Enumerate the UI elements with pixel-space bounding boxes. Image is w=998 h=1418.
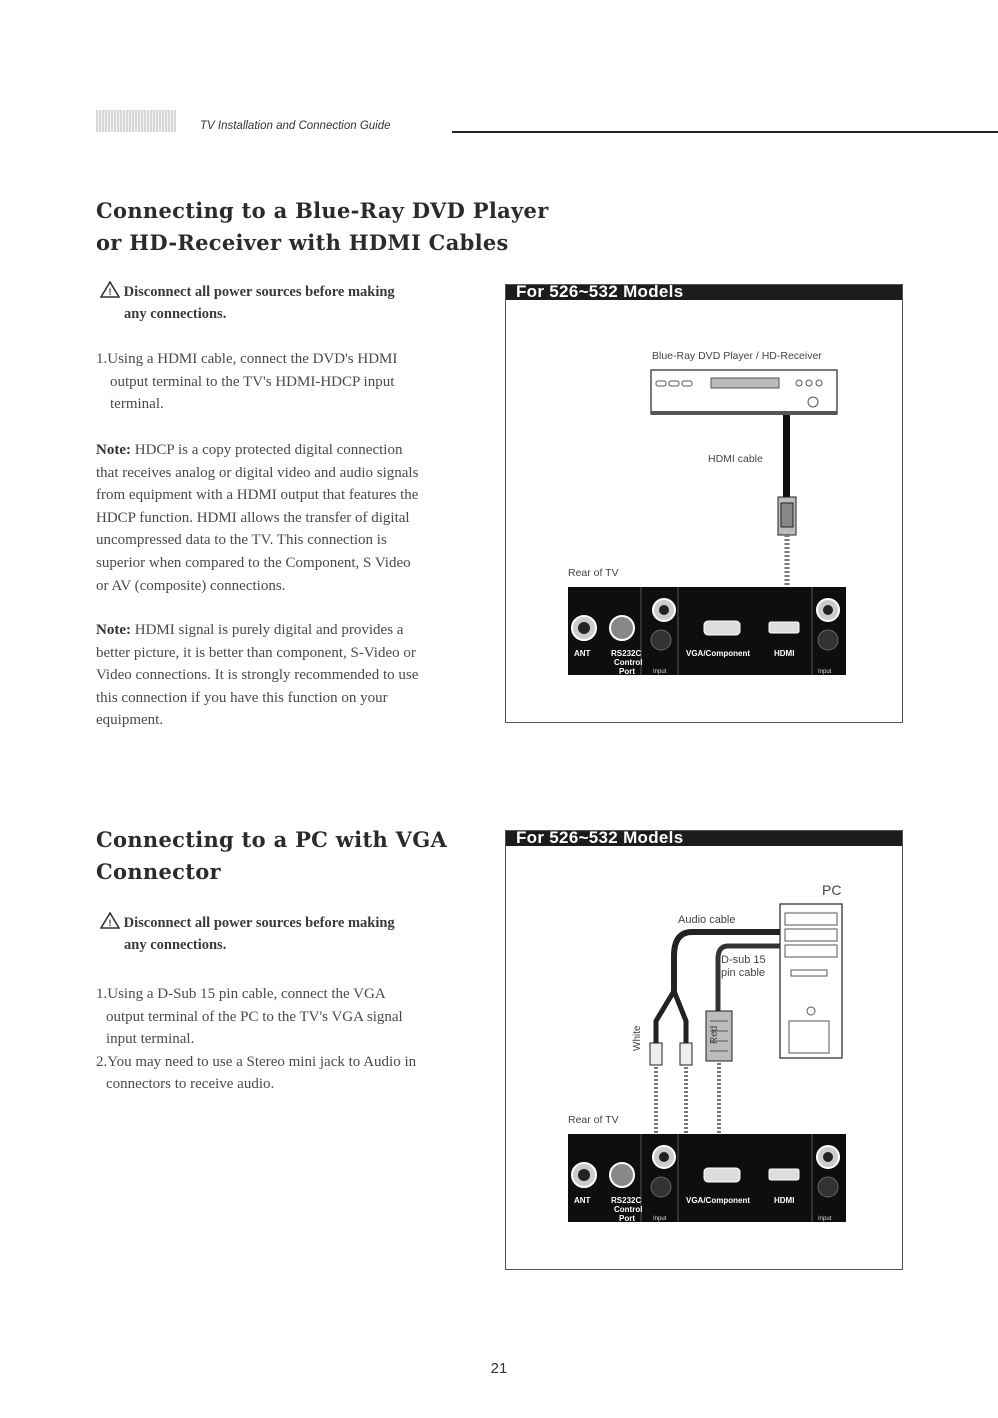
header-rule <box>452 131 998 133</box>
port-input-label: Input <box>653 1216 667 1222</box>
section1-note2 <box>96 619 506 732</box>
header-guide-title: TV Installation and Connection Guide <box>200 120 391 132</box>
port-input-label: Input <box>653 669 667 675</box>
note1-line: HDCP is a copy protected digital connection <box>130 442 403 458</box>
section1-title-line1: Connecting to a Blue-Ray DVD Player <box>96 198 549 223</box>
section1-title-line2: or HD-Receiver with HDMI Cables <box>96 230 509 255</box>
section2-warning <box>100 912 395 956</box>
device-label: Blue-Ray DVD Player / HD-Receiver <box>652 350 822 362</box>
port-vga-label: VGA/Component <box>686 649 750 658</box>
hdmi-plug-icon <box>778 497 796 535</box>
section1-note1 <box>96 439 506 597</box>
note2-line: this connection if you have this function on your <box>96 689 388 706</box>
port-hdmi-label: HDMI <box>774 649 795 658</box>
port-rs232-label: RS232C <box>611 649 642 658</box>
warning-line2: any connections. <box>124 306 227 322</box>
step1-line: output terminal of the PC to the TV's VGA signal <box>106 1008 403 1025</box>
vga-connection-diagram <box>506 831 902 1269</box>
svg-text:!: ! <box>108 918 112 928</box>
step2-line: connectors to receive audio. <box>106 1076 275 1093</box>
step1-line: 1.Using a HDMI cable, connect the DVD's HDMI <box>96 351 398 367</box>
note1-line: HDCP function. HDMI allows the transfer of digital <box>96 509 410 526</box>
audio-cable-label: Audio cable <box>678 914 736 926</box>
audio-cable-white <box>656 991 674 1051</box>
step1-line: 1.Using a D-Sub 15 pin cable, connect the VGA <box>96 986 386 1002</box>
vga-port-icon <box>704 621 740 635</box>
svg-text:!: ! <box>108 287 112 297</box>
warning-line2: any connections. <box>124 937 227 953</box>
tv-rear-panel <box>568 1134 846 1223</box>
port-port-label: Port <box>619 667 635 676</box>
note1-line: superior when compared to the Component, S Video <box>96 554 411 571</box>
port-control-label: Control <box>614 1205 643 1214</box>
warning-icon <box>100 281 120 298</box>
note1-line: or AV (composite) connections. <box>96 577 286 594</box>
note2-line: equipment. <box>96 712 164 729</box>
header-logo-block <box>96 110 176 132</box>
warning-line1: Disconnect all power sources before making <box>123 915 395 931</box>
port-input2-label: Input <box>818 669 832 675</box>
port-ant-label: ANT <box>574 649 591 658</box>
port-rs232-label: RS232C <box>611 1196 642 1205</box>
note2-line: better picture, it is better than component, S-Video or <box>96 644 416 661</box>
port-hdmi-label: HDMI <box>774 1196 795 1205</box>
section1-step1 <box>96 348 496 416</box>
panel-title: For 526~532 Models <box>516 828 684 847</box>
port-ant-label: ANT <box>574 1196 591 1205</box>
red-label: Red <box>709 1025 720 1044</box>
hdmi-port-icon <box>769 622 799 633</box>
rear-label: Rear of TV <box>568 1114 619 1126</box>
section2-diagram-panel <box>505 830 903 1270</box>
hdmi-cable <box>783 415 790 497</box>
section1-title <box>96 195 549 259</box>
section1-warning <box>100 281 395 325</box>
note1-line: that receives analog or digital video and audio signals <box>96 464 419 481</box>
port-control-label: Control <box>614 658 643 667</box>
step1-line: input terminal. <box>106 1031 195 1048</box>
white-label: White <box>632 1025 643 1051</box>
page-number: 21 <box>490 1360 508 1377</box>
dsub-label-line1: D-sub 15 <box>721 954 766 966</box>
port-port-label: Port <box>619 1214 635 1223</box>
section2-title-line1: Connecting to a PC with VGA <box>96 827 448 852</box>
port-vga-label: VGA/Component <box>686 1196 750 1205</box>
step1-line: terminal. <box>110 396 164 413</box>
section2-steps <box>96 983 506 1096</box>
hdmi-connection-diagram <box>506 285 902 722</box>
dvd-player-icon <box>651 370 837 415</box>
note1-label: Note: <box>96 442 131 458</box>
note1-line: from equipment with a HDMI output that features the <box>96 487 419 504</box>
pc-tower-icon <box>780 904 842 1058</box>
rear-label: Rear of TV <box>568 567 619 579</box>
cable-label: HDMI cable <box>708 453 763 465</box>
rs232-port-icon <box>610 616 634 640</box>
rca-white-plug-icon <box>650 1043 662 1065</box>
audio-cable-red <box>674 991 686 1051</box>
dsub-label-line2: pin cable <box>721 967 766 979</box>
port-input2-label: Input <box>818 1216 832 1222</box>
tv-rear-panel <box>568 587 846 676</box>
step2-line: 2.You may need to use a Stereo mini jack to Audio in <box>96 1053 417 1070</box>
section2-title-line2: Connector <box>96 859 221 884</box>
panel-title: For 526~532 Models <box>516 282 684 301</box>
note2-line: Video connections. It is strongly recommended to use <box>96 667 419 684</box>
rca-red-plug-icon <box>680 1043 692 1065</box>
step1-line: output terminal to the TV's HDMI-HDCP input <box>110 373 395 390</box>
note1-line: uncompressed data to the TV. This connection is <box>96 532 387 549</box>
note2-line: HDMI signal is purely digital and provides a <box>130 622 404 638</box>
warning-line1: Disconnect all power sources before making <box>123 284 395 300</box>
section1-diagram-panel <box>505 284 903 723</box>
section2-title <box>96 824 447 888</box>
warning-icon <box>100 912 120 929</box>
note2-label: Note: <box>96 622 131 638</box>
pc-label: PC <box>822 882 842 898</box>
